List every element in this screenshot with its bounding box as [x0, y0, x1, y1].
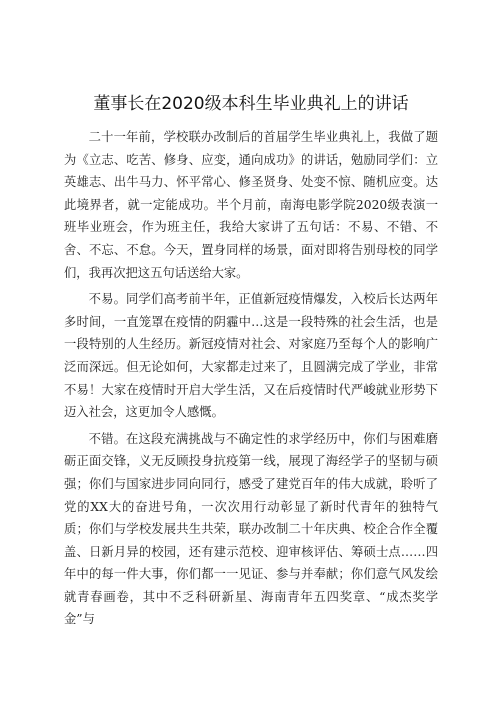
paragraph-not-bad: 不错。在这段充满挑战与不确定性的求学经历中，你们与困难磨砺正面交锋，义无反顾投身抗疫第一线，展现了海经学子的坚韧与硕强；你们与国家进步同向同行，感受了建党百年的伟大成就，聆听了党的XX大的奋进号角，一次次用行动彰显了新时代青年的独特气质；你们与学校发展共生共荣，联办改制二十年庆典、校企合作全覆盖、日新月异的校园，还有建示范校、迎审核评估、筹硕士点……四年中的每一件大事，你们都一一见证、参与并奉献；你们意气风发绘就青春画卷，其中不乏科研新星、海南青年五四奖章、“成杰奖学金”与	[64, 431, 438, 627]
paragraph-not-easy: 不易。同学们高考前半年，正值新冠疫情爆发，入校后长达两年多时间，一直笼罩在疫情的阴霾中…这是一段特殊的社会生活，也是一段特别的人生经历。新冠疫情对社会、对家庭乃至每个人的影响广泛而深远。但无论如何，大家都走过来了，且圆满完成了学业，非常不易！大家在疫情时开启大学生活，又在后疫情时代严峻就业形势下迈入社会，这更加令人感慨。	[64, 292, 438, 420]
document-title: 董事长在2020级本科生毕业典礼上的讲话	[93, 94, 409, 114]
paragraph-intro: 二十一年前，学校联办改制后的首届学生毕业典礼上，我做了题为《立志、吃苦、修身、应变，通向成功》的讲话，勉励同学们：立英雄志、出牛马力、怀平常心、修圣贤身、处变不惊、随机应变。达此境界者，就一定能成功。半个月前，南海电影学院2020级表演一班毕业班会，作为班主任，我给大家讲了五句话：不易、不错、不舍、不忘、不怠。今天，置身同样的场景，面对即将告别母校的同学们，我再次把这五句话送给大家。	[64, 130, 438, 280]
